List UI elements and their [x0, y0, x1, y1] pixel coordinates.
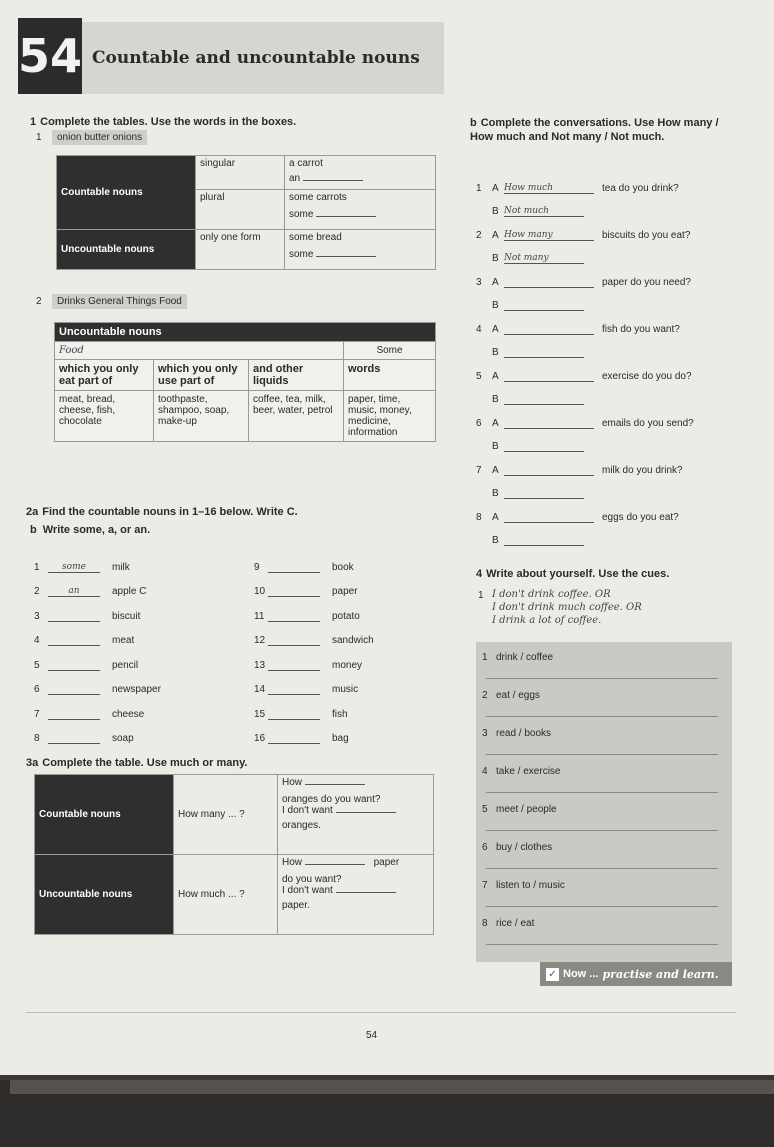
ex2-right-column	[254, 548, 454, 744]
page-number: 54	[366, 1030, 378, 1041]
ex5-instruction: b Complete the conversations. Use How many / How much and Not many / Not much.	[470, 117, 719, 143]
ex2-answer-blank[interactable]	[48, 743, 100, 744]
conversation-b-blank[interactable]: Not many	[504, 253, 584, 264]
conversation-b-blank[interactable]	[504, 498, 584, 499]
conversation-a-line: 8 A eggs do you eat?	[476, 511, 679, 523]
ex2-item: 4 meat	[34, 635, 135, 646]
conversation-b-line: B	[476, 382, 736, 406]
ex2-item: 8 soap	[34, 733, 134, 744]
conversation-a-line: 4 A fish do you want?	[476, 323, 680, 335]
countable-label: Countable nouns	[57, 156, 196, 230]
conversation-a-blank[interactable]	[504, 287, 594, 288]
ex2-item: 9 book	[254, 561, 354, 573]
ex2-item: 12 sandwich	[254, 635, 374, 646]
conversation-b-blank[interactable]	[504, 310, 584, 311]
conversation-b-line: B Not many	[476, 241, 736, 265]
conversation-b-blank[interactable]: Not much	[504, 206, 584, 217]
footer-rule	[26, 1012, 736, 1013]
conversation-a-line: 5 A exercise do you do?	[476, 370, 692, 382]
much-many-table	[34, 774, 434, 935]
conversation-b-line: B Not much	[476, 194, 736, 218]
table2-val3: coffee, tea, milk, beer, water, petrol	[249, 391, 344, 442]
ex4-instruction: 4 Write about yourself. Use the cues.	[476, 568, 670, 580]
conversation-a-blank[interactable]: How much	[504, 183, 594, 194]
ex1-wordbox-2: Drinks General Things Food	[52, 294, 187, 309]
ex2-item: 15 fish	[254, 708, 348, 720]
ex2-answer-blank[interactable]	[268, 621, 320, 622]
cue-item: 1 drink / coffee	[482, 652, 722, 690]
ex1-part2-num: 2	[36, 296, 42, 307]
ex2-left-column	[34, 548, 234, 744]
cue-answer-line[interactable]	[486, 792, 718, 793]
plural-label: plural	[196, 190, 285, 230]
cue-item: 2 eat / eggs	[482, 690, 722, 728]
table2-some: Some	[344, 342, 436, 360]
ex2-answer-blank[interactable]: some	[48, 562, 100, 573]
table2-val2: toothpaste, shampoo, soap, make-up	[154, 391, 249, 442]
ex2-answer-blank[interactable]	[48, 670, 100, 671]
conversation-a-blank[interactable]	[504, 334, 594, 335]
ex3-countable-label: Countable nouns	[35, 775, 174, 855]
ex4-answer-box	[476, 642, 732, 962]
ex3-countable-examples: How oranges do you want? I don't want oranges.	[278, 775, 434, 855]
cue-answer-line[interactable]	[486, 678, 718, 679]
ex4-example: I don't drink coffee. OR I don't drink much coffee. OR I drink a lot of coffee.	[492, 589, 642, 626]
cue-item: 6 buy / clothes	[482, 842, 722, 880]
ex2-answer-blank[interactable]	[48, 645, 100, 646]
ex2-item: 1 some milk	[34, 561, 130, 573]
conversation-a-blank[interactable]	[504, 381, 594, 382]
only-one-form-label: only one form	[196, 230, 285, 270]
ex4-example-num: 1	[478, 590, 484, 601]
plural-examples: some carrots some	[285, 190, 436, 230]
ex2-answer-blank[interactable]	[268, 743, 320, 744]
table2-val4: paper, time, music, money, medicine, information	[344, 391, 436, 442]
ex2-answer-blank[interactable]	[268, 719, 320, 720]
conversation-a-blank[interactable]	[504, 428, 594, 429]
cue-answer-line[interactable]	[486, 868, 718, 869]
ex2-answer-blank[interactable]	[268, 694, 320, 695]
ex2-answer-blank[interactable]	[48, 621, 100, 622]
ex2-answer-blank[interactable]	[268, 572, 320, 573]
conversation-a-blank[interactable]	[504, 475, 594, 476]
conversation-a-line: 1 A How much tea do you drink?	[476, 182, 679, 194]
conversation-a-blank[interactable]: How many	[504, 230, 594, 241]
now-practise-banner: ✓ Now ... practise and learn.	[540, 962, 732, 986]
ex2b-instruction: b Write some, a, or an.	[30, 524, 151, 536]
conversation-a-line: 3 A paper do you need?	[476, 276, 691, 288]
uncountable-table-2	[54, 322, 436, 442]
ex2-item: 6 newspaper	[34, 684, 161, 695]
cue-answer-line[interactable]	[486, 944, 718, 945]
conversation-b-blank[interactable]	[504, 451, 584, 452]
ex2-item: 7 cheese	[34, 708, 145, 720]
conversation-list	[476, 170, 736, 546]
uncountable-label: Uncountable nouns	[57, 230, 196, 270]
table2-col3: and other liquids	[249, 360, 344, 391]
cue-item: 5 meet / people	[482, 804, 722, 842]
conversation-a-line: 2 A How many biscuits do you eat?	[476, 229, 691, 241]
conversation-b-blank[interactable]	[504, 357, 584, 358]
table2-head: Uncountable nouns	[55, 323, 436, 342]
cue-item: 3 read / books	[482, 728, 722, 766]
ex2-answer-blank[interactable]	[48, 694, 100, 695]
ex2-item: 2 an apple C	[34, 586, 147, 597]
ex2-item: 14 music	[254, 684, 359, 695]
ex2a-instruction: 2a Find the countable nouns in 1–16 below. Write C.	[26, 506, 298, 518]
ex1-part1-num: 1	[36, 132, 42, 143]
desk-background	[0, 1080, 774, 1147]
how-much-label: How much ... ?	[174, 855, 278, 935]
ex1-instruction: 1 Complete the tables. Use the words in the boxes.	[30, 116, 297, 128]
checkmark-icon: ✓	[546, 968, 559, 981]
conversation-a-blank[interactable]	[504, 522, 594, 523]
conversation-b-line: B	[476, 476, 736, 500]
cue-answer-line[interactable]	[486, 830, 718, 831]
uncountable-examples: some bread some	[285, 230, 436, 270]
cue-item: 8 rice / eat	[482, 918, 722, 956]
ex2-item: 10 paper	[254, 586, 358, 597]
table2-col1: which you only eat part of	[55, 360, 154, 391]
singular-label: singular	[196, 156, 285, 190]
cue-answer-line[interactable]	[486, 716, 718, 717]
table2-col2: which you only use part of	[154, 360, 249, 391]
ex2-item: 11 potato	[254, 610, 360, 622]
conversation-b-blank[interactable]	[504, 545, 584, 546]
ex1-wordbox-1: onion butter onions	[52, 130, 147, 145]
conversation-b-line: B	[476, 288, 736, 312]
cue-item: 4 take / exercise	[482, 766, 722, 804]
conversation-b-line: B	[476, 429, 736, 453]
ex2-answer-blank[interactable]	[268, 670, 320, 671]
table2-food: Food	[55, 342, 344, 360]
ex3-uncountable-label: Uncountable nouns	[35, 855, 174, 935]
table2-val1: meat, bread, cheese, fish, chocolate	[55, 391, 154, 442]
conversation-b-blank[interactable]	[504, 404, 584, 405]
ex3-uncountable-examples: How paper do you want? I don't want paper.	[278, 855, 434, 935]
ex2-answer-blank[interactable]	[268, 645, 320, 646]
ex2-item: 13 money	[254, 659, 363, 671]
conversation-b-line: B	[476, 335, 736, 359]
countable-table-1	[56, 155, 436, 270]
conversation-b-line: B	[476, 523, 736, 547]
unit-number: 54	[18, 18, 82, 94]
ex2-item: 16 bag	[254, 733, 349, 744]
ex2-item: 3 biscuit	[34, 610, 141, 622]
how-many-label: How many ... ?	[174, 775, 278, 855]
singular-examples: a carrot an	[285, 156, 436, 190]
table2-col4: words	[344, 360, 436, 391]
ex3-instruction: 3a Complete the table. Use much or many.	[26, 757, 248, 769]
ex2-answer-blank[interactable]: an	[48, 586, 100, 597]
cue-item: 7 listen to / music	[482, 880, 722, 918]
ex2-answer-blank[interactable]	[48, 719, 100, 720]
unit-title: Countable and uncountable nouns	[82, 22, 444, 94]
cue-answer-line[interactable]	[486, 906, 718, 907]
cue-answer-line[interactable]	[486, 754, 718, 755]
ex2-answer-blank[interactable]	[268, 596, 320, 597]
ex2-item: 5 pencil	[34, 659, 139, 671]
conversation-a-line: 6 A emails do you send?	[476, 417, 694, 429]
conversation-a-line: 7 A milk do you drink?	[476, 464, 683, 476]
